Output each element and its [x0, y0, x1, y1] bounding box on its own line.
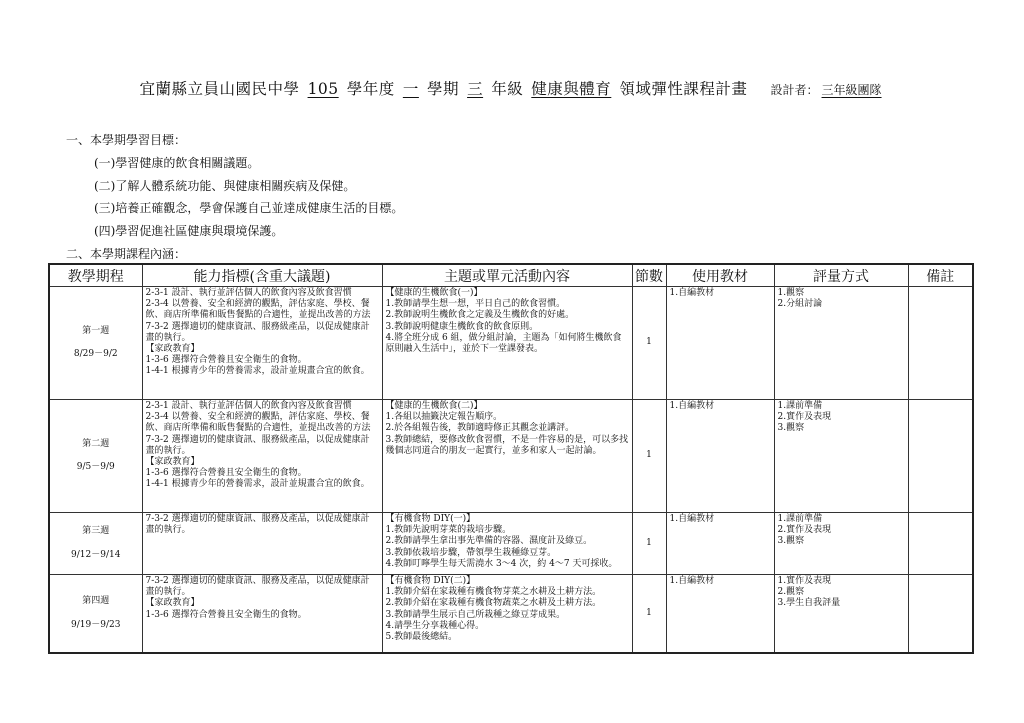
activity-line: 3.教師依栽培步驟，帶領學生栽種綠豆芽。 [385, 547, 557, 558]
notes-cell [908, 575, 973, 654]
assessment-line: 2.觀察 [777, 587, 805, 598]
header-notes: 備註 [908, 264, 973, 287]
activity-line: 4.請學生分享栽種心得。 [385, 620, 485, 631]
week-name: 第二週 [82, 438, 110, 449]
indicator-line: 【家政教育】 [145, 344, 200, 355]
week-name: 第三週 [82, 526, 110, 537]
indicator-line: 1-3-6 選擇符合營養且安全衛生的食物。 [145, 355, 307, 366]
assessment-line: 3.觀察 [777, 423, 805, 434]
document-title [0, 77, 1024, 99]
plan-label: 領域彈性課程計畫 [619, 80, 748, 98]
assessment-line: 2.實作及表現 [777, 412, 832, 423]
lessons-cell: 1 [632, 513, 666, 575]
indicator-line: 1-4-1 根據青少年的營養需求，設計並規畫合宜的飲食。 [145, 366, 370, 377]
assessment-line: 3.學生自我評量 [777, 598, 841, 609]
activity-line: 【有機食物 DIY(二)】 [385, 576, 476, 586]
school-year: 105 [307, 80, 339, 98]
indicators-cell [142, 400, 382, 513]
header-lessons: 節數 [632, 264, 666, 287]
indicator-line: 7-3-2 選擇適切的健康資訊、服務級產品，以促成健康計畫的執行。 [145, 321, 370, 343]
materials-cell [666, 287, 774, 400]
indicator-line: 【家政教育】 [145, 598, 200, 609]
activity-line: 【健康的生機飲食(二)】 [385, 401, 483, 411]
semester: 一 [402, 80, 419, 98]
assessment-line: 1.觀察 [777, 288, 805, 298]
assessment-cell [774, 575, 908, 654]
week-dates: 9/5－9/9 [76, 462, 115, 472]
activity-line: 2.教師介紹在家栽種有機食物蔬菜之水耕及土耕方法。 [385, 598, 602, 609]
activities-cell [382, 575, 632, 654]
activity-line: 1.教師介紹在家栽種有機食物芽菜之水耕及土耕方法。 [385, 587, 602, 598]
week-dates: 9/19－9/23 [71, 619, 121, 630]
activity-line: 5.教師最後總結。 [385, 632, 458, 643]
school-year-label: 學年度 [346, 80, 395, 98]
lessons-cell: 1 [632, 575, 666, 654]
table-row [49, 513, 973, 575]
week-dates: 9/12－9/14 [71, 549, 121, 560]
indicator-line: 7-3-2 選擇適切的健康資訊、服務及產品，以促成健康計畫的執行。 [145, 514, 370, 536]
header-schedule: 教學期程 [49, 264, 142, 287]
assessment-line: 1.課前準備 [777, 514, 823, 524]
assessment-line: 1.課前準備 [777, 401, 823, 411]
activity-line: 4.教師叮嚀學生每天需澆水 3～4 次，約 4～7 天可採收。 [385, 558, 618, 569]
goal-item: (二)了解人體系統功能、與健康相關疾病及保健。 [94, 178, 356, 193]
designer-label: 設計者： [770, 83, 819, 97]
activity-line: 3.教師總結，要修改飲食習慣，不是一件容易的是，可以多找幾個志同道合的朋友一起實行，並多和家人一起討論。 [385, 434, 629, 456]
header-activities: 主題或單元活動內容 [382, 264, 632, 287]
week-cell [49, 400, 142, 513]
indicator-line: 7-3-2 選擇適切的健康資訊、服務級產品，以促成健康計畫的執行。 [145, 434, 370, 456]
week-cell [49, 287, 142, 400]
course-plan-table [48, 263, 974, 654]
semester-label: 學期 [426, 80, 459, 98]
indicator-line: 1-4-1 根據青少年的營養需求，設計並規畫合宜的飲食。 [145, 479, 370, 490]
indicator-line: 2-3-4 以營養、安全和經濟的觀點，評估家庭、學校、餐飲、商店所準備和販售餐點的合適性，並提出改善的方法 [145, 299, 371, 321]
week-cell [49, 513, 142, 575]
activity-line: 2.於各組報告後，教師適時修正其觀念並講評。 [385, 423, 575, 434]
table-row [49, 287, 973, 400]
indicator-line: 1-3-6 選擇符合營養且安全衛生的食物。 [145, 609, 307, 620]
goal-item: (三)培養正確觀念，學會保護自己並達成健康生活的目標。 [94, 201, 404, 215]
activity-line: 【健康的生機飲食(一)】 [385, 288, 483, 298]
indicator-line: 【家政教育】 [145, 457, 200, 468]
materials-cell [666, 400, 774, 513]
learning-domain: 健康與體育 [531, 80, 612, 98]
assessment-line: 1.實作及表現 [777, 576, 832, 586]
goal-item: (四)學習促進社區健康與環境保護。 [94, 223, 284, 238]
activity-line: 1.各組以抽籤決定報告順序。 [385, 412, 503, 423]
activities-cell [382, 513, 632, 575]
assessment-cell [774, 400, 908, 513]
indicator-line: 2-3-1 設計、執行並評估個人的飲食內容及飲食習慣 [145, 401, 352, 411]
learning-goals-list [94, 152, 403, 242]
notes-cell [908, 287, 973, 400]
activity-line: 3.教師說明健康生機飲食的飲食原則。 [385, 321, 539, 332]
assessment-cell [774, 287, 908, 400]
indicator-line: 7-3-2 選擇適切的健康資訊、服務及產品，以促成健康計畫的執行。 [145, 576, 370, 598]
lessons-cell: 1 [632, 287, 666, 400]
grade-label: 年級 [491, 80, 524, 98]
material-line: 1.自編教材 [669, 401, 715, 411]
activity-line: 4.將全班分成 6 組，做分組討論，主題為「如何將生機飲食原則融入生活中」，並於下一堂課發表。 [385, 332, 622, 355]
indicator-line: 2-3-4 以營養、安全和經濟的觀點，評估家庭、學校、餐飲、商店所準備和販售餐點的合適性，並提出改善的方法 [145, 412, 371, 434]
goal-item: (一)學習健康的飲食相關議題。 [94, 156, 260, 170]
header-assessment: 評量方式 [774, 264, 908, 287]
material-line: 1.自編教材 [669, 288, 715, 298]
header-materials: 使用教材 [666, 264, 774, 287]
activity-line: 3.教師請學生展示自己所栽種之綠豆芽成果。 [385, 609, 566, 620]
materials-cell [666, 513, 774, 575]
notes-cell [908, 513, 973, 575]
activities-cell [382, 400, 632, 513]
activity-line: 1.教師先說明芽菜的栽培步驟。 [385, 525, 512, 536]
indicator-line: 2-3-1 設計、執行並評估個人的飲食內容及飲食習慣 [145, 288, 352, 298]
week-name: 第一週 [82, 325, 110, 336]
assessment-line: 2.實作及表現 [777, 525, 832, 536]
week-dates: 8/29－9/2 [73, 349, 118, 359]
assessment-line: 3.觀察 [777, 536, 805, 547]
assessment-cell [774, 513, 908, 575]
indicators-cell [142, 513, 382, 575]
header-indicators: 能力指標(含重大議題) [142, 264, 382, 287]
activity-line: 2.教師說明生機飲食之定義及生機飲食的好處。 [385, 310, 575, 321]
lessons-cell: 1 [632, 400, 666, 513]
activities-cell [382, 287, 632, 400]
materials-cell [666, 575, 774, 654]
week-cell [49, 575, 142, 654]
activity-line: 【有機食物 DIY(一)】 [385, 514, 476, 524]
activity-line: 2.教師請學生拿出事先準備的容器、濕度計及綠豆。 [385, 536, 593, 547]
grade: 三 [467, 80, 484, 98]
indicator-line: 1-3-6 選擇符合營養且安全衛生的食物。 [145, 468, 307, 479]
section-learning-goals-title: 一、本學期學習目標： [66, 133, 187, 147]
section-course-content-title: 二、本學期課程內涵： [66, 247, 187, 261]
table-header-row [49, 264, 973, 287]
assessment-line: 2.分組討論 [777, 299, 823, 310]
indicators-cell [142, 575, 382, 654]
designer-name: 三年級團隊 [821, 83, 882, 97]
material-line: 1.自編教材 [669, 514, 715, 524]
activity-line: 1.教師請學生想一想，平日自己的飲食習慣。 [385, 299, 566, 310]
notes-cell [908, 400, 973, 513]
indicators-cell [142, 287, 382, 400]
material-line: 1.自編教材 [669, 576, 715, 586]
table-row [49, 575, 973, 654]
week-name: 第四週 [82, 596, 110, 607]
table-row [49, 400, 973, 513]
school-name: 宜蘭縣立員山國民中學 [139, 80, 300, 98]
